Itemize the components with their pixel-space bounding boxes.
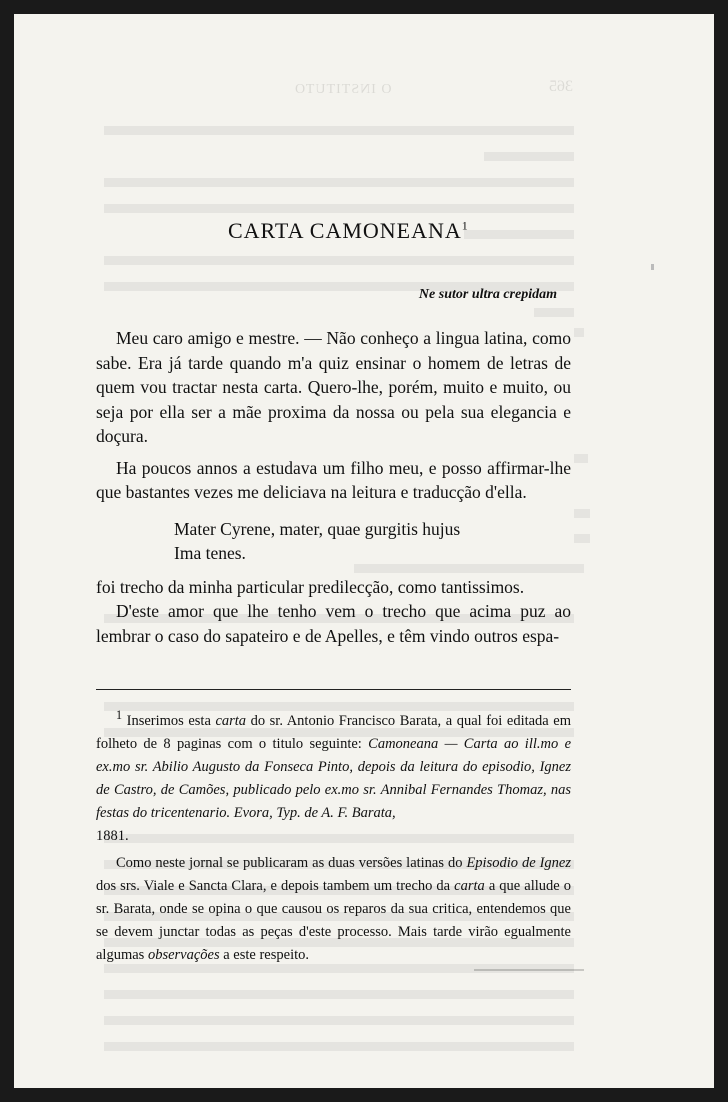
paragraph: foi trecho da minha particular predilecção, como tantissimos. bbox=[96, 576, 525, 597]
footnote-paragraph bbox=[96, 852, 571, 967]
title-text: CARTA CAMONEANA bbox=[228, 218, 462, 243]
verse-line: Ima tenes. bbox=[174, 542, 246, 563]
body-text bbox=[96, 326, 571, 648]
footnote-text-italic: observações bbox=[147, 946, 220, 963]
footnote-text: dos srs. Viale e Sancta Clara, e depois tambem um trecho da bbox=[96, 877, 455, 894]
footnote-text-italic: Episodio de Ignez bbox=[466, 854, 572, 871]
footnote-book-title: Camoneana — Carta ao ill.mo e ex.mo sr. Abilio Augusto da Fonseca Pinto, depois da leitura do episodio, Ignez de Castro, de Camões, publicado pelo ex.mo sr. Annibal Fernandes Thomaz, nas festas do tricentenario. Evora, Typ. de A. F. Barata, bbox=[96, 735, 572, 821]
paragraph: Meu caro amigo e mestre. — Não conheço a lingua latina, como sabe. Era já tarde quando m'a quiz ensinar o homem de letras de quem vou tractar nesta carta. Quero-lhe, porém, muito e muito, ou seja por ella ser a mãe proxima da nossa ou pela sua elegancia e doçura. bbox=[96, 328, 571, 446]
latin-verse bbox=[174, 517, 571, 565]
paragraph: D'este amor que lhe tenho vem o trecho que acima puz ao lembrar o caso do sapateiro e de Apelles, e têm vindo outros espa- bbox=[96, 601, 571, 646]
verse-line: Mater Cyrene, mater, quae gurgitis hujus bbox=[174, 518, 461, 539]
footnote-text: a que allude o sr. Barata, onde se opina o que causou os reparos da sua critica, entendemos que se devem junctar todas as peças d'este processo. Mais tarde virão egualmente algumas bbox=[96, 877, 571, 963]
running-header-page-number: 365 bbox=[549, 78, 573, 95]
page bbox=[14, 14, 714, 1088]
footnote-text-italic: carta bbox=[454, 877, 485, 894]
footnote-year: 1881. bbox=[96, 827, 129, 844]
footnotes bbox=[96, 704, 571, 967]
ink-speck bbox=[651, 264, 654, 270]
paragraph: Ha poucos annos a estudava um filho meu, e posso affirmar-lhe que bastantes vezes me deliciava na leitura e traducção d'ella. bbox=[96, 457, 571, 502]
footnote-text: Inserimos esta bbox=[126, 712, 216, 729]
footnote-rule bbox=[96, 689, 571, 690]
running-header-title: O INSTITUTO bbox=[294, 82, 392, 97]
footnote-number: 1 bbox=[116, 708, 123, 722]
article-title bbox=[228, 218, 469, 244]
footnote-text: Como neste jornal se publicaram as duas versões latinas do bbox=[116, 854, 467, 871]
footnote-text-italic: carta bbox=[215, 712, 247, 729]
title-footnote-mark: 1 bbox=[461, 218, 469, 233]
footnote-paragraph bbox=[96, 704, 571, 848]
epigraph: Ne sutor ultra crepidam bbox=[418, 287, 557, 302]
footnote-text: do sr. Antonio Francisco Barata, a qual foi editada em folheto de 8 paginas com o titulo seguinte: bbox=[96, 712, 572, 752]
footnote-text: a este respeito. bbox=[219, 946, 310, 963]
